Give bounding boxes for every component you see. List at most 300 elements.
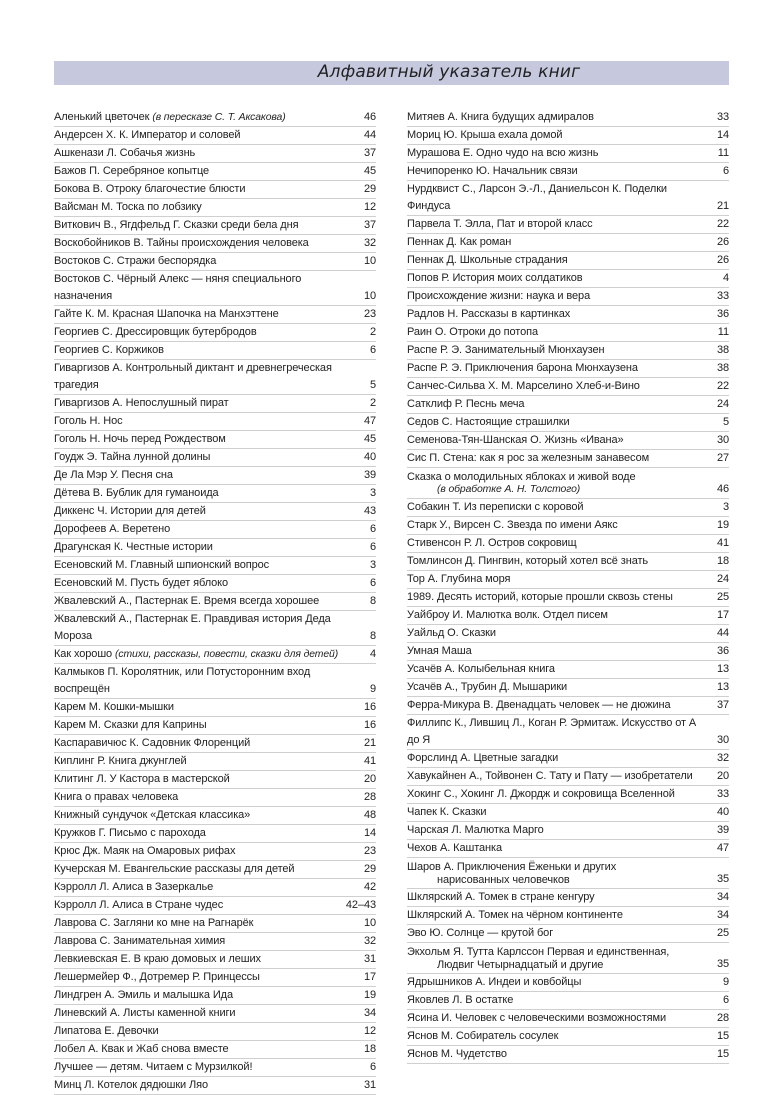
entry-page-number: 27 [716, 452, 729, 464]
entry-page-number: 35 [716, 873, 729, 885]
entry-title [54, 557, 364, 574]
entry-text: Калмыков П. Королятник, или Потусторонним вход воспрещён [54, 666, 311, 695]
entry-page-number: 41 [716, 537, 729, 549]
entry-title [54, 1059, 364, 1076]
entry-page-number: 14 [716, 129, 729, 141]
entry-text: Бокова В. Отроку благочестие блюсти [54, 183, 246, 195]
index-entry [407, 697, 729, 715]
entry-title [407, 378, 711, 395]
entry-title [407, 324, 712, 341]
index-entry [407, 1010, 729, 1028]
index-entry [407, 643, 729, 661]
entry-page-number: 25 [716, 591, 729, 603]
entry-page-number: 40 [716, 806, 729, 818]
entry-text: Линевский А. Листы каменной книги [54, 1007, 236, 1019]
entry-page-number: 9 [722, 976, 729, 988]
entry-title [54, 843, 358, 860]
entry-page-number: 6 [369, 344, 376, 356]
index-entry [407, 181, 729, 216]
index-entry [54, 503, 376, 521]
entry-text: Филлипс К., Лившиц Л., Коган Р. Эрмитаж. Искусство от А до Я [407, 717, 697, 746]
entry-title [54, 271, 358, 305]
entry-text: Крюс Дж. Маяк на Омаровых рифах [54, 845, 236, 857]
index-entry [407, 432, 729, 450]
index-entry [54, 664, 376, 699]
entry-text: Кэрролл Л. Алиса в Стране чудес [54, 899, 224, 911]
entry-text: Гоудж Э. Тайна лунной долины [54, 451, 211, 463]
entry-title [54, 145, 358, 162]
index-entry [54, 753, 376, 771]
index-entry [54, 306, 376, 324]
entry-title [54, 1023, 358, 1040]
entry-text: Минц Л. Котелок дядюшки Ляо [54, 1079, 209, 1091]
index-entry [54, 897, 376, 915]
entry-text: Андерсен Х. К. Император и соловей [54, 129, 241, 141]
index-entry [407, 234, 729, 252]
index-entry [54, 324, 376, 342]
entry-title [54, 987, 358, 1004]
index-entry [54, 951, 376, 969]
index-entry [54, 807, 376, 825]
entry-page-number: 42–43 [345, 899, 376, 911]
entry-title [407, 643, 711, 660]
entry-title [54, 485, 364, 502]
entry-text: Кучерская М. Евангельские рассказы для детей [54, 863, 295, 875]
index-entry [54, 699, 376, 717]
entry-page-number: 45 [363, 165, 376, 177]
index-entry [54, 646, 376, 664]
entry-page-number: 6 [369, 541, 376, 553]
entry-text: Ашкенази Л. Собачья жизнь [54, 147, 196, 159]
entry-page-number: 28 [363, 791, 376, 803]
entry-page-number: 29 [363, 183, 376, 195]
entry-text: Де Ла Мэр У. Песня сна [54, 469, 173, 481]
index-entry [407, 324, 729, 342]
index-entry [407, 378, 729, 396]
index-entry [54, 915, 376, 933]
entry-text: Тор А. Глубина моря [407, 573, 511, 585]
entry-title [407, 861, 711, 886]
index-entry [54, 449, 376, 467]
index-entry [54, 342, 376, 360]
index-entry [54, 431, 376, 449]
entry-text: Есеновский М. Пусть будет яблоко [54, 577, 229, 589]
entry-page-number: 32 [363, 237, 376, 249]
index-entry [407, 306, 729, 324]
entry-note: (в обработке А. Н. Толстого) [437, 484, 581, 495]
entry-title [407, 625, 711, 642]
entry-page-number: 19 [363, 989, 376, 1001]
entry-page-number: 6 [369, 1061, 376, 1073]
entry-page-number: 33 [716, 111, 729, 123]
index-entry [407, 607, 729, 625]
entry-title [54, 699, 358, 716]
entry-text: Шклярский А. Томек на чёрном континенте [407, 909, 623, 921]
entry-text: Лобел А. Квак и Жаб снова вместе [54, 1043, 229, 1055]
index-entry [54, 360, 376, 395]
entry-title [54, 521, 364, 538]
entry-text: Хавукайнен А., Тойвонен С. Тату и Пату — изобретатели [407, 770, 693, 782]
entry-text: Лаврова С. Загляни ко мне на Рагнарёк [54, 917, 254, 929]
entry-title [407, 822, 711, 839]
index-entry [54, 843, 376, 861]
index-entry [407, 889, 729, 907]
entry-text: Жвалевский А., Пастернак Е. Время всегда хорошее [54, 595, 320, 607]
index-entry [407, 858, 729, 889]
entry-page-number: 6 [722, 165, 729, 177]
index-entry [407, 553, 729, 571]
entry-title [407, 553, 711, 570]
entry-title [407, 471, 711, 496]
entry-page-number: 45 [363, 433, 376, 445]
entry-page-number: 47 [363, 415, 376, 427]
entry-title [407, 925, 711, 942]
entry-page-number: 22 [716, 380, 729, 392]
index-entry [54, 1023, 376, 1041]
index-entry [54, 271, 376, 306]
entry-note: (в пересказе С. Т. Аксакова) [152, 112, 286, 123]
entry-title [54, 1041, 358, 1058]
entry-page-number: 11 [717, 147, 729, 159]
entry-title [407, 288, 711, 305]
entry-title [407, 946, 711, 971]
entry-page-number: 5 [722, 416, 729, 428]
entry-text: Мурашова Е. Одно чудо на всю жизнь [407, 147, 599, 159]
entry-title [407, 907, 711, 924]
entry-page-number: 21 [716, 200, 729, 212]
entry-text: Ясина И. Человек с человеческими возможностями [407, 1012, 667, 1024]
entry-page-number: 39 [363, 469, 376, 481]
index-entry [407, 571, 729, 589]
entry-text: Киплинг Р. Книга джунглей [54, 755, 187, 767]
entry-page-number: 19 [716, 519, 729, 531]
entry-text: Чехов А. Каштанка [407, 842, 502, 854]
entry-page-number: 30 [716, 434, 729, 446]
entry-page-number: 16 [363, 701, 376, 713]
index-entry [54, 1041, 376, 1059]
entry-text: Старк У., Вирсен С. Звезда по имени Аякс [407, 519, 618, 531]
entry-text: Парвела Т. Элла, Пат и второй класс [407, 218, 593, 230]
index-entry [54, 413, 376, 431]
entry-text: Седов С. Настоящие страшилки [407, 416, 570, 428]
entry-text: Яковлев Л. В остатке [407, 994, 514, 1006]
entry-title [407, 697, 711, 714]
entry-page-number: 15 [716, 1048, 729, 1060]
entry-title [407, 109, 711, 126]
index-entry [54, 109, 376, 127]
entry-title [407, 1046, 711, 1063]
entry-text: Радлов Н. Рассказы в картинках [407, 308, 571, 320]
index-entry [54, 467, 376, 485]
index-entry [407, 750, 729, 768]
entry-page-number: 47 [716, 842, 729, 854]
entry-text: Лучшее — детям. Читаем с Мурзилкой! [54, 1061, 253, 1073]
entry-page-number: 37 [363, 219, 376, 231]
entry-page-number: 3 [722, 501, 729, 513]
index-entry [54, 395, 376, 413]
entry-title [54, 324, 364, 341]
entry-page-number: 6 [369, 577, 376, 589]
index-entry [54, 235, 376, 253]
entry-text: Гиваргизов А. Непослушный пират [54, 397, 229, 409]
entry-text: Книжный сундучок «Детская классика» [54, 809, 251, 821]
entry-page-number: 17 [363, 971, 376, 983]
entry-page-number: 13 [716, 663, 729, 675]
index-entry [407, 943, 729, 974]
index-entry [407, 786, 729, 804]
entry-text: Виткович В., Ягдфельд Г. Сказки среди бела дня [54, 219, 299, 231]
index-entry [407, 109, 729, 127]
index-entry [54, 217, 376, 235]
entry-text: Как хорошо [54, 648, 116, 660]
entry-text: Кружков Г. Письмо с парохода [54, 827, 206, 839]
entry-title [407, 840, 711, 857]
entry-page-number: 24 [716, 573, 729, 585]
entry-text-continued: нарисованных человечков [437, 874, 570, 886]
entry-title [54, 575, 364, 592]
entry-page-number: 44 [716, 627, 729, 639]
entry-title [54, 717, 358, 734]
entry-title [54, 342, 364, 359]
entry-text: Липатова Е. Девочки [54, 1025, 159, 1037]
entry-page-number: 10 [363, 255, 376, 267]
entry-text: Экхольм Я. Тутта Карлссон Первая и единственная, [407, 946, 670, 958]
index-entry [407, 589, 729, 607]
entry-title [54, 861, 358, 878]
index-entry [54, 1005, 376, 1023]
index-entry [54, 611, 376, 646]
entry-page-number: 26 [716, 236, 729, 248]
index-entry [407, 288, 729, 306]
entry-title [407, 1028, 711, 1045]
entry-title [54, 646, 364, 663]
index-entry [407, 907, 729, 925]
entry-text: Гайте К. М. Красная Шапочка на Манхэттене [54, 308, 279, 320]
entry-page-number: 16 [363, 719, 376, 731]
index-entry [54, 933, 376, 951]
title-banner [54, 61, 729, 85]
index-entry [54, 253, 376, 271]
entry-title [407, 252, 711, 269]
entry-text: Уайльд О. Сказки [407, 627, 496, 639]
entry-title [54, 413, 358, 430]
entry-title [54, 449, 358, 466]
entry-text: Уайброу И. Малютка волк. Отдел писем [407, 609, 608, 621]
index-entry [407, 342, 729, 360]
entry-page-number: 46 [716, 483, 729, 495]
entry-text: Чапек К. Сказки [407, 806, 487, 818]
entry-text: Левкиевская Е. В краю домовых и леших [54, 953, 261, 965]
index-entry [407, 216, 729, 234]
entry-title [54, 1077, 358, 1094]
entry-page-number: 39 [716, 824, 729, 836]
entry-page-number: 8 [369, 595, 376, 607]
entry-title [407, 216, 711, 233]
entry-text: Шаров А. Приключения Ёженьки и других [407, 861, 617, 873]
entry-title [407, 768, 711, 785]
entry-text: Воскобойников В. Тайны происхождения человека [54, 237, 309, 249]
index-entry [407, 715, 729, 750]
entry-title [54, 306, 358, 323]
index-entry [407, 1028, 729, 1046]
entry-title [407, 396, 711, 413]
entry-title [54, 199, 358, 216]
entry-page-number: 6 [369, 523, 376, 535]
entry-text: Раин О. Отроки до потопа [407, 326, 539, 338]
entry-title [54, 771, 358, 788]
entry-page-number: 15 [716, 1030, 729, 1042]
entry-title [54, 467, 358, 484]
index-entry [54, 127, 376, 145]
index-entry [54, 1059, 376, 1077]
entry-page-number: 28 [716, 1012, 729, 1024]
entry-page-number: 33 [716, 788, 729, 800]
entry-text: Лаврова С. Занимательная химия [54, 935, 226, 947]
entry-title [54, 431, 358, 448]
entry-text-continued: Людвиг Четырнадцатый и другие [437, 959, 604, 971]
entry-title [407, 306, 711, 323]
entry-page-number: 33 [716, 290, 729, 302]
entry-text: Книга о правах человека [54, 791, 179, 803]
entry-page-number: 24 [716, 398, 729, 410]
entry-title [54, 503, 358, 520]
entry-title [54, 825, 358, 842]
entry-page-number: 37 [716, 699, 729, 711]
entry-title [407, 607, 711, 624]
index-entry [407, 661, 729, 679]
entry-title [407, 499, 717, 516]
entry-page-number: 37 [363, 147, 376, 159]
entry-text: Ядрышников А. Индеи и ковбойцы [407, 976, 582, 988]
entry-title [54, 253, 358, 270]
index-entry [407, 414, 729, 432]
entry-text: Шклярский А. Томек в стране кенгуру [407, 891, 595, 903]
index-entry [54, 879, 376, 897]
entry-title [407, 342, 711, 359]
entry-title [407, 786, 711, 803]
entry-page-number: 42 [363, 881, 376, 893]
entry-title [54, 395, 364, 412]
entry-text: Дорофеев А. Веретено [54, 523, 171, 535]
entry-title [54, 611, 364, 645]
index-entry [407, 396, 729, 414]
index-entry [54, 717, 376, 735]
entry-text: Умная Маша [407, 645, 472, 657]
entry-title [407, 517, 711, 534]
entry-title [54, 897, 340, 914]
index-entry [54, 735, 376, 753]
entry-page-number: 17 [716, 609, 729, 621]
index-entry [54, 521, 376, 539]
entry-page-number: 30 [716, 734, 729, 746]
entry-title [407, 535, 711, 552]
entry-title [407, 679, 711, 696]
entry-text: Гиваргизов А. Контрольный диктант и древнегреческая трагедия [54, 362, 332, 391]
entry-page-number: 3 [369, 487, 376, 499]
entry-title [54, 933, 358, 950]
index-entry [407, 499, 729, 517]
index-entry [54, 145, 376, 163]
entry-page-number: 29 [363, 863, 376, 875]
index-entry [407, 679, 729, 697]
entry-title [407, 571, 711, 588]
index-entry [407, 360, 729, 378]
index-entry [54, 789, 376, 807]
entry-page-number: 40 [363, 451, 376, 463]
entry-title [407, 715, 711, 749]
index-entry [54, 825, 376, 843]
entry-page-number: 48 [363, 809, 376, 821]
entry-page-number: 38 [716, 362, 729, 374]
index-entry [407, 468, 729, 499]
entry-text: Ферра-Микура В. Двенадцать человек — не дюжина [407, 699, 671, 711]
entry-text: Жвалевский А., Пастернак Е. Правдивая история Деда Мороза [54, 613, 331, 642]
entry-page-number: 23 [363, 308, 376, 320]
index-entry [54, 181, 376, 199]
entry-title [54, 109, 358, 126]
index-entry [407, 992, 729, 1010]
entry-page-number: 23 [363, 845, 376, 857]
entry-page-number: 11 [717, 326, 729, 338]
index-entry [407, 804, 729, 822]
entry-text: Гоголь Н. Нос [54, 415, 123, 427]
index-entry [407, 1046, 729, 1064]
entry-page-number: 10 [363, 917, 376, 929]
entry-text: Сказка о молодильных яблоках и живой воде [407, 471, 636, 483]
entry-text: Нечипоренко Ю. Начальник связи [407, 165, 578, 177]
entry-title [54, 235, 358, 252]
entry-page-number: 9 [369, 683, 376, 695]
entry-text: Аленький цветочек [54, 111, 153, 123]
index-entry [407, 127, 729, 145]
index-entry [407, 270, 729, 288]
entry-page-number: 20 [716, 770, 729, 782]
entry-title [407, 974, 717, 991]
entry-title [54, 217, 358, 234]
entry-text: Усачёв А., Трубин Д. Мышарики [407, 681, 568, 693]
index-entry [407, 252, 729, 270]
entry-page-number: 10 [363, 290, 376, 302]
entry-title [54, 789, 358, 806]
entry-text: Линдгрен А. Эмиль и малышка Ида [54, 989, 233, 1001]
entry-text: 1989. Десять историй, которые прошли сквозь стены [407, 591, 673, 603]
entry-page-number: 26 [716, 254, 729, 266]
entry-page-number: 31 [363, 953, 376, 965]
entry-title [407, 181, 711, 215]
entry-title [54, 969, 358, 986]
entry-page-number: 12 [363, 201, 376, 213]
entry-text: Распе Р. Э. Занимательный Мюнхаузен [407, 344, 605, 356]
entry-title [54, 163, 358, 180]
index-entry [407, 145, 729, 163]
entry-page-number: 12 [363, 1025, 376, 1037]
entry-text: Хокинг С., Хокинг Л. Джордж и сокровища Вселенной [407, 788, 675, 800]
entry-page-number: 4 [369, 648, 376, 660]
entry-page-number: 35 [716, 958, 729, 970]
entry-page-number: 34 [716, 909, 729, 921]
entry-page-number: 18 [363, 1043, 376, 1055]
index-entry [407, 822, 729, 840]
index-entry [54, 987, 376, 1005]
index-entry [54, 861, 376, 879]
entry-text: Георгиев С. Дрессировщик бутербродов [54, 326, 257, 338]
entry-page-number: 46 [363, 111, 376, 123]
entry-text: Сатклиф Р. Песнь меча [407, 398, 525, 410]
entry-text: Собакин Т. Из переписки с коровой [407, 501, 584, 513]
index-entry [407, 925, 729, 943]
index-entry [54, 539, 376, 557]
index-entry [407, 625, 729, 643]
